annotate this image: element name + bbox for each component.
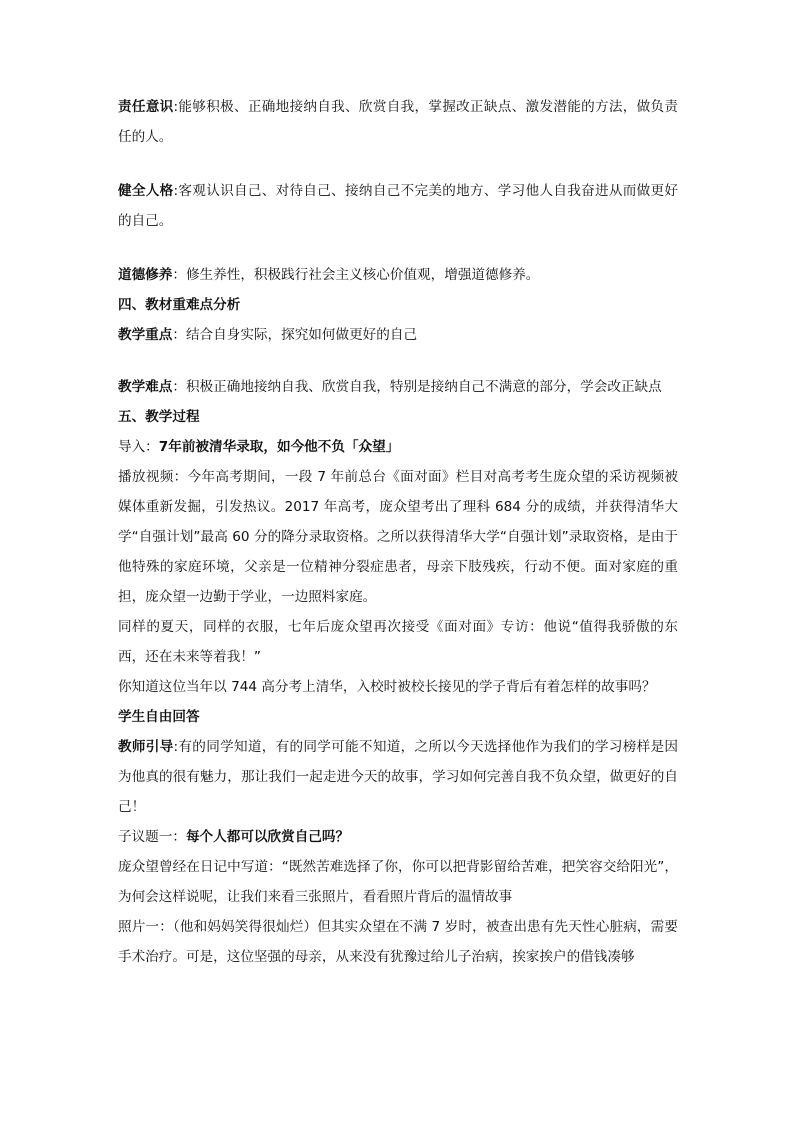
text-teacher-guide: :有的同学知道，有的同学可能不知道，之所以今天选择他作为我们的学习榜样是因为他真的很有魅力，那让我们一起走进今天的故事，学习如何完善自我不负众望，做更好的自己！ <box>118 739 679 815</box>
document-page <box>118 92 678 972</box>
subtopic-title: 每个人都可以欣赏自己吗？ <box>185 829 350 845</box>
paragraph-responsibility <box>118 92 678 152</box>
paragraph-teacher-guide <box>118 732 678 822</box>
section-heading-process: 五、教学过程 <box>118 409 200 425</box>
paragraph-teaching-focus <box>118 320 678 350</box>
text-personality: :客观认识自己、对待自己、接纳自己不完美的地方、学习他人自我奋进从而做更好的自己。 <box>118 183 679 229</box>
label-personality: 健全人格 <box>118 183 174 199</box>
section-heading-key-points: 四、教材重难点分析 <box>118 297 241 313</box>
intro-title: 7年前被清华录取，如今他不负「众望」 <box>158 439 400 455</box>
paragraph-interview: 同样的夏天，同样的衣服，七年后庞众望再次接受《面对面》专访：他说“值得我骄傲的东西，还在未来等着我！” <box>118 619 678 665</box>
label-teaching-focus: 教学重点 <box>118 327 173 343</box>
label-teacher-guide: 教师引导 <box>118 739 174 755</box>
label-teaching-difficulty: 教学难点 <box>118 379 173 395</box>
paragraph-intro <box>118 432 678 462</box>
intro-lead: 导入： <box>118 439 159 455</box>
paragraph-video: 播放视频：今年高考期间，一段 7 年前总台《面对面》栏目对高考考生庞众望的采访视频被媒体重新发掘，引发热议。2017 年高考，庞众望考出了理科 684 分的成绩，并获得清华大学“自强计划”最高 60 分的降分录取资格。之所以获得清华大学“自强计划”录取资格，是由于他特殊的家庭环境，父亲是一位精神分裂症患者，母亲下肢残疾，行动不便。面对家庭的重担，庞众望一边勤于学业，一边照料家庭。 <box>118 469 678 605</box>
paragraph-teaching-difficulty <box>118 372 678 402</box>
paragraph-morality <box>118 260 678 290</box>
spacer <box>118 152 678 176</box>
paragraph-diary: 庞众望曾经在日记中写道：“既然苦难选择了你，你可以把背影留给苦难，把笑容交给阳光”，为何会这样说呢，让我们来看三张照片，看看照片背后的温情故事 <box>118 859 678 905</box>
text-teaching-focus: ：结合自身实际，探究如何做更好的自己 <box>172 327 418 343</box>
text-teaching-difficulty: ：积极正确地接纳自我、欣赏自我，特别是接纳自己不满意的部分，学会改正缺点 <box>172 379 662 395</box>
paragraph-photo-one: 照片一：（他和妈妈笑得很灿烂）但其实众望在不满 7 岁时，被查出患有先天性心脏病，需要手术治疗。可是，这位坚强的母亲，从来没有犹豫过给儿子治病，挨家挨户的借钱凑够 <box>118 919 678 965</box>
heading-student-answer: 学生自由回答 <box>118 709 200 725</box>
paragraph-subtopic-one <box>118 822 678 852</box>
subtopic-lead: 子议题一： <box>118 829 186 845</box>
text-morality: ：修生养性，积极践行社会主义核心价值观，增强道德修养。 <box>172 267 540 283</box>
paragraph-personality <box>118 176 678 236</box>
label-responsibility: 责任意识 <box>118 99 174 115</box>
text-responsibility: :能够积极、正确地接纳自我、欣赏自我，掌握改正缺点、激发潜能的方法，做负责任的人。 <box>118 99 679 145</box>
spacer <box>118 236 678 260</box>
label-morality: 道德修养 <box>118 267 173 283</box>
paragraph-question: 你知道这位当年以 744 高分考上清华，入校时被校长接见的学子背后有着怎样的故事吗？ <box>118 679 656 695</box>
spacer <box>118 350 678 372</box>
